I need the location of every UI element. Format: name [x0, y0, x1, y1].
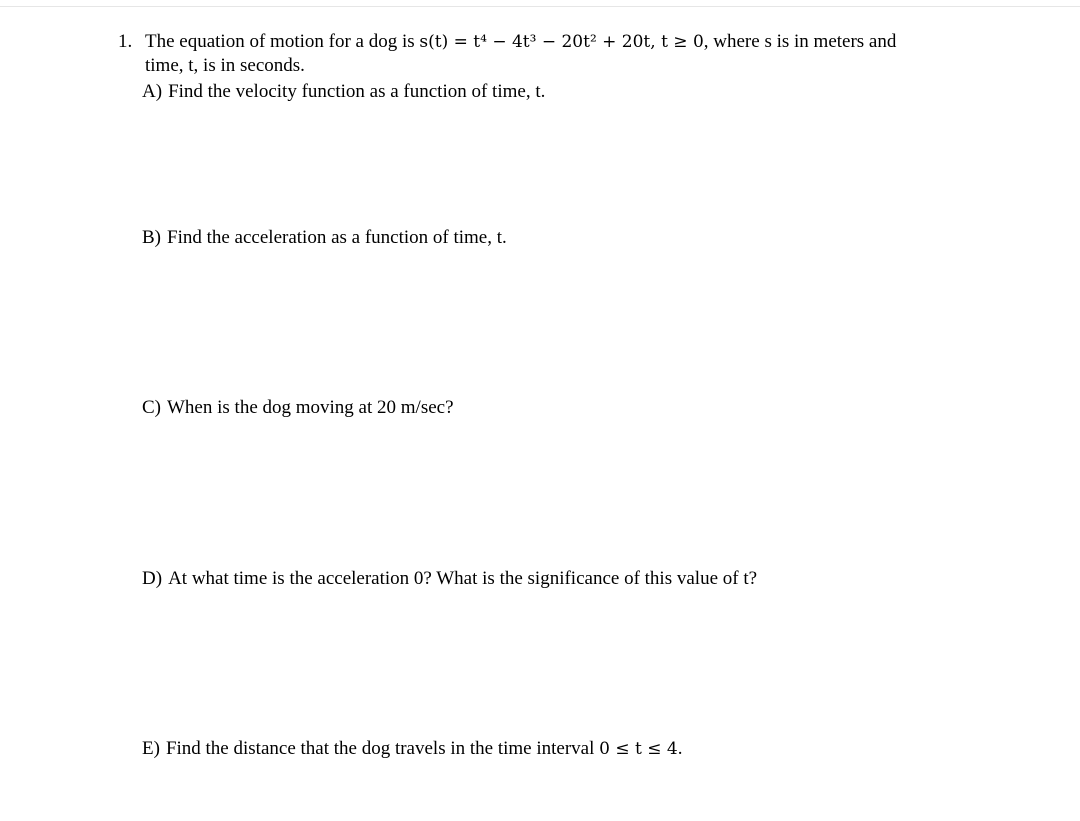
part-b-text: Find the acceleration as a function of time, t.	[167, 227, 507, 248]
equation-of-motion: s(t) = t⁴ − 4t³ − 20t² + 20t, t ≥ 0	[419, 32, 704, 52]
part-e	[142, 737, 682, 761]
part-e-end: .	[677, 738, 683, 759]
part-e-letter: E)	[142, 738, 160, 759]
part-a-text: Find the velocity function as a function of time, t.	[168, 81, 546, 102]
part-e-text: Find the distance that the dog travels in the time interval	[165, 738, 595, 759]
problem-number: 1.	[118, 31, 133, 52]
time-interval: 0 ≤ t ≤ 4	[599, 739, 678, 759]
part-d-letter: D)	[142, 568, 163, 589]
part-b-letter: B)	[142, 227, 161, 248]
problem-stem-line-2: time, t, is in seconds.	[145, 55, 305, 76]
part-a	[142, 80, 545, 104]
stem-after-text: , where s is in meters and	[703, 31, 897, 52]
part-c	[142, 396, 454, 420]
part-c-letter: C)	[142, 397, 161, 418]
problem-stem-line-1	[145, 30, 896, 54]
part-a-letter: A)	[142, 81, 163, 102]
part-c-text: When is the dog moving at 20 m/sec?	[167, 397, 454, 418]
part-d-text: At what time is the acceleration 0? What is the significance of this value of t?	[168, 568, 758, 589]
part-b	[142, 226, 507, 250]
part-d	[142, 567, 757, 591]
stem-before-text: The equation of motion for a dog is	[145, 31, 420, 52]
top-divider	[0, 6, 1080, 7]
